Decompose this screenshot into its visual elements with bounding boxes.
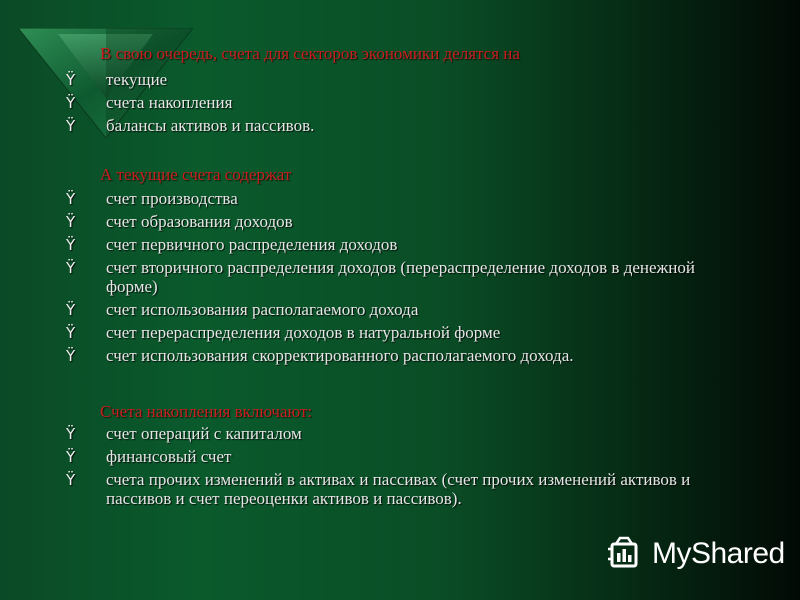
section-list-1 — [66, 70, 746, 139]
check-bullet-icon: Ÿ — [66, 471, 76, 489]
list-item: Ÿ счет первичного распределения доходов — [66, 235, 398, 254]
check-bullet-icon: Ÿ — [66, 117, 76, 135]
check-bullet-icon: Ÿ — [66, 190, 76, 208]
section-list-3 — [66, 424, 746, 512]
check-bullet-icon: Ÿ — [66, 94, 76, 112]
check-bullet-icon: Ÿ — [66, 324, 76, 342]
myshared-logo[interactable] — [606, 534, 785, 574]
check-bullet-icon: Ÿ — [66, 213, 76, 231]
list-item: Ÿ балансы активов и пассивов. — [66, 116, 315, 135]
check-bullet-icon: Ÿ — [66, 259, 76, 277]
list-item: Ÿ счет использования располагаемого дохода — [66, 300, 419, 319]
list-item: Ÿ счет образования доходов — [66, 212, 293, 231]
section-heading-2: А текущие счета содержат — [100, 165, 292, 184]
list-item: Ÿ счет перераспределения доходов в натуральной форме — [66, 323, 501, 342]
list-item: Ÿ счета прочих изменений в активах и пассивах (счет прочих изменений активов и пассивов и счет переоценки активов и пассивов). — [66, 470, 691, 508]
check-bullet-icon: Ÿ — [66, 71, 76, 89]
check-bullet-icon: Ÿ — [66, 347, 76, 365]
list-item: Ÿ счета накопления — [66, 93, 233, 112]
logo-text: MyShared — [652, 537, 785, 570]
check-bullet-icon: Ÿ — [66, 236, 76, 254]
check-bullet-icon: Ÿ — [66, 448, 76, 466]
section-heading-1: В свою очередь, счета для секторов экономики делятся на — [100, 44, 520, 63]
check-bullet-icon: Ÿ — [66, 301, 76, 319]
section-heading-3: Счета накопления включают: — [100, 402, 313, 421]
section-list-2 — [66, 189, 746, 369]
myshared-logo-icon — [606, 535, 644, 573]
list-item: Ÿ счет операций с капиталом — [66, 424, 302, 443]
list-item: Ÿ текущие — [66, 70, 168, 89]
list-item: Ÿ счет производства — [66, 189, 238, 208]
list-item: Ÿ финансовый счет — [66, 447, 232, 466]
list-item: Ÿ счет вторичного распределения доходов (перераспределение доходов в денежной форме) — [66, 258, 695, 296]
check-bullet-icon: Ÿ — [66, 425, 76, 443]
list-item: Ÿ счет использования скорректированного располагаемого дохода. — [66, 346, 574, 365]
